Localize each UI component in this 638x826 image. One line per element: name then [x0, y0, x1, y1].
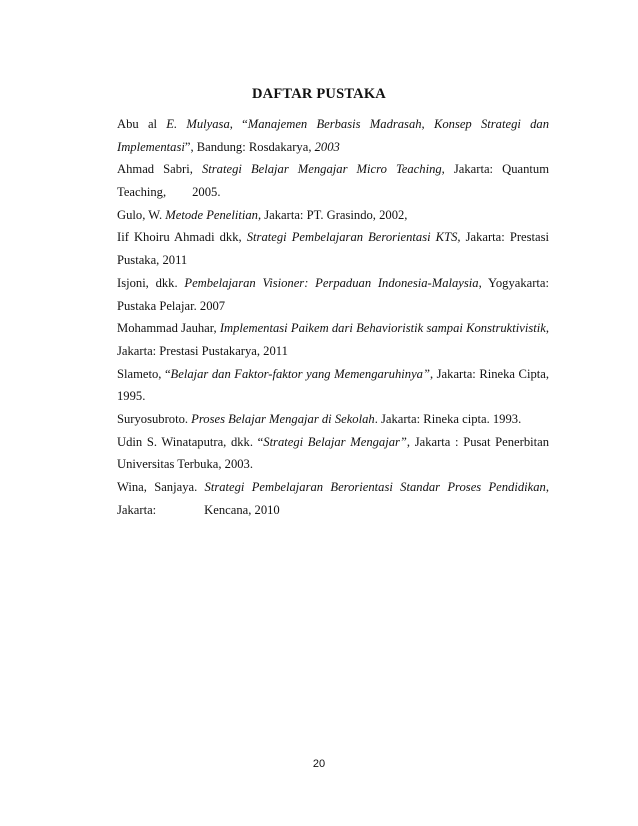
book-title: Belajar dan Faktor-faktor yang Memengaruhinya”: [170, 366, 430, 381]
punctuation: ,: [545, 321, 549, 336]
book-title: Strategi Pembelajaran Berorientasi KTS,: [246, 230, 461, 245]
publisher-text: , Jakarta: Rineka Cipta,: [429, 366, 549, 381]
punctuation: , “: [229, 117, 248, 131]
reference-9-line-2: [117, 453, 549, 476]
year-text: 2003: [314, 139, 340, 154]
publisher-text: Pustaka, 2011: [117, 253, 188, 268]
publisher-text: Jakarta: Prestasi Pustakarya, 2011: [117, 343, 288, 358]
book-title: Strategi Belajar Mengajar Micro Teaching,: [201, 162, 445, 177]
reference-6-line-1: [117, 317, 549, 340]
reference-4-line-2: [117, 249, 549, 272]
book-title: Pembelajaran Visioner: Perpaduan Indonesia-Malaysia: [184, 275, 479, 290]
book-title: Proses Belajar Mengajar di Sekolah: [191, 411, 375, 426]
author-text: Isjoni, dkk.: [117, 275, 185, 290]
author-text: Suryosubroto.: [117, 411, 192, 426]
publisher-text: Jakarta: Quantum: [444, 162, 549, 177]
year-text: 2005.: [192, 185, 221, 200]
publisher-text: , Jakarta : Pusat Penerbitan: [406, 434, 549, 449]
book-title: Metode Penelitian,: [165, 207, 262, 222]
publisher-text: Teaching,: [117, 185, 167, 200]
reference-list: [117, 113, 549, 521]
publisher-text: Pustaka Pelajar. 2007: [117, 298, 226, 313]
book-title: Implementasi Paikem dari Behavioristik sampai Konstruktivistik: [219, 321, 546, 336]
publisher-text: Jakarta:: [117, 502, 157, 517]
book-title: Implementasi: [117, 139, 185, 154]
reference-1-line-2: [117, 136, 549, 159]
author-text: Ahmad Sabri,: [117, 162, 202, 177]
reference-2-line-1: [117, 158, 549, 181]
reference-6-line-2: [117, 340, 549, 363]
reference-5-line-2: [117, 295, 549, 318]
book-title: Manajemen Berbasis Madrasah, Konsep Strategi dan: [247, 117, 549, 131]
reference-10-line-1: [117, 476, 549, 499]
publisher-text: . Jakarta: Rineka cipta. 1993.: [374, 411, 522, 426]
author-text: Iif Khoiru Ahmadi dkk,: [117, 230, 247, 245]
author-text: Udin S. Winataputra, dkk. “: [117, 434, 264, 449]
book-title: Strategi Pembelajaran Berorientasi Standar Proses Pendidikan: [204, 480, 546, 494]
page-title: DAFTAR PUSTAKA: [252, 86, 386, 102]
publisher-text: Kencana, 2010: [204, 502, 280, 517]
author-text: Slameto, “: [117, 366, 171, 381]
reference-4-line-1: [117, 226, 549, 249]
author-italic: E. Mulyasa: [166, 117, 230, 131]
publisher-text: Universitas Terbuka, 2003.: [117, 457, 253, 472]
reference-7-line-2: [117, 385, 549, 408]
publisher-text: Jakarta: PT. Grasindo, 2002,: [261, 207, 408, 222]
author-text: Mohammad Jauhar,: [117, 321, 220, 336]
reference-3-line-1: [117, 204, 549, 227]
author-text: Gulo, W.: [117, 207, 166, 222]
reference-2-line-2: [117, 181, 549, 204]
author-text: Wina, Sanjaya.: [117, 480, 205, 494]
year-text: 1995.: [117, 389, 146, 404]
publisher-text: Jakarta: Prestasi: [460, 230, 549, 245]
punctuation: ,: [545, 480, 549, 494]
reference-10-line-2: [117, 499, 549, 522]
publisher-text: ”, Bandung: Rosdakarya,: [184, 139, 315, 154]
book-title: Strategi Belajar Mengajar”: [263, 434, 407, 449]
page-number: 20: [312, 758, 326, 770]
reference-8-line-1: [117, 408, 549, 431]
reference-5-line-1: [117, 272, 549, 295]
reference-9-line-1: [117, 431, 549, 454]
publisher-text: , Yogyakarta:: [478, 275, 549, 290]
author-text: Abu al: [117, 117, 167, 131]
reference-1-line-1: [117, 113, 549, 136]
reference-7-line-1: [117, 363, 549, 386]
